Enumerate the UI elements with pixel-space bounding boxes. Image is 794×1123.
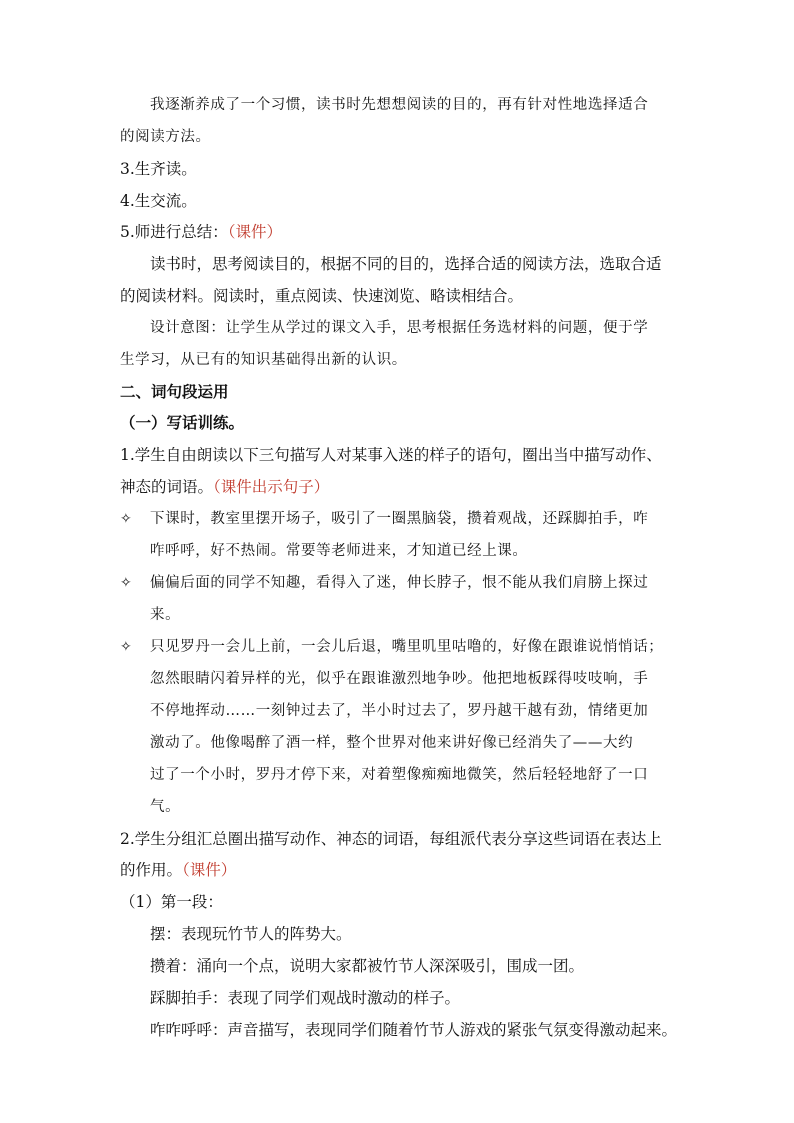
text-line: 读书时，思考阅读目的，根据不同的目的，选择合适的阅读方法，选取合适 [150, 255, 662, 273]
quote-line: 偏偏后面的同学不知趣，看得入了迷，伸长脖子，恨不能从我们肩膀上探过 [150, 575, 649, 591]
list-item: 4.生交流。 [120, 192, 197, 210]
sub-item-heading: （1）第一段： [120, 893, 223, 911]
subsection-heading: （一）写话训练。 [120, 413, 245, 432]
text-line: 踩脚拍手：表现了同学们观战时激动的样子。 [150, 989, 461, 1007]
design-intent-line: 生学习，从已有的知识基础得出新的认识。 [120, 352, 407, 368]
text-line: 1.学生自由朗读以下三句描写人对某事入迷的样子的语句，圈出当中描写动作、 [120, 446, 662, 464]
quote-line: 下课时，教室里摆开场子，吸引了一圈黑脑袋，攒着观战，还踩脚拍手，咋 [150, 511, 649, 527]
text-span: 神态的词语。 [120, 478, 214, 496]
quote-line: 咋呼呼，好不热闹。常要等老师进来，才知道已经上课。 [150, 543, 528, 559]
bullet-icon: ✧ [120, 639, 132, 655]
quote-line: 不停地挥动……一刻钟过去了，半小时过去了，罗丹越干越有劲，情绪更加 [150, 703, 649, 719]
quote-line: 来。 [150, 607, 181, 623]
text-line: 的阅读材料。阅读时，重点阅读、快速浏览、略读相结合。 [120, 287, 524, 305]
courseware-tag: （课件出示句子） [213, 478, 330, 496]
list-item: 3.生齐读。 [120, 160, 197, 178]
text-line: 攒着：涌向一个点，说明大家都被竹节人深深吸引，围成一团。 [150, 957, 585, 975]
text-line: 2.学生分组汇总圈出描写动作、神态的词语，每组派代表分享这些词语在表达上 [120, 830, 662, 848]
text-span: 的作用。 [120, 861, 183, 879]
quote-line: 过了一个小时，罗丹才停下来，对着塑像痴痴地微笑，然后轻轻地舒了一口 [150, 767, 649, 783]
quote-line: 激动了。他像喝醉了酒一样，整个世界对他来讲好像已经消失了——大约 [150, 735, 634, 751]
courseware-tag: （课件） [182, 861, 237, 879]
section-heading: 二、词句段运用 [120, 382, 229, 401]
list-item [120, 220, 282, 244]
text-line: 咋咋呼呼：声音描写，表现同学们随着竹节人游戏的紧张气氛变得激动起来。 [150, 1021, 678, 1039]
quote-line: 忽然眼睛闪着异样的光，似乎在跟谁激烈地争吵。他把地板踩得吱吱响，手 [150, 671, 649, 687]
list-item-text: 5.师进行总结： [120, 223, 228, 241]
bullet-icon: ✧ [120, 511, 132, 527]
quote-line: 只见罗丹一会儿上前，一会儿后退，嘴里叽里咕噜的，好像在跟谁说悄悄话； [150, 639, 664, 655]
text-line [120, 475, 329, 499]
quote-line: 气。 [150, 799, 181, 815]
text-line [120, 858, 236, 882]
text-line: 摆：表现玩竹节人的阵势大。 [150, 925, 352, 943]
design-intent-line: 设计意图：让学生从学过的课文入手，思考根据任务选材料的问题，便于学 [150, 320, 649, 336]
text-line: 我逐渐养成了一个习惯，读书时先想想阅读的目的，再有针对性地选择适合 [150, 97, 649, 113]
text-line: 的阅读方法。 [120, 129, 211, 145]
courseware-tag: （课件） [227, 223, 283, 241]
bullet-icon: ✧ [120, 575, 132, 591]
